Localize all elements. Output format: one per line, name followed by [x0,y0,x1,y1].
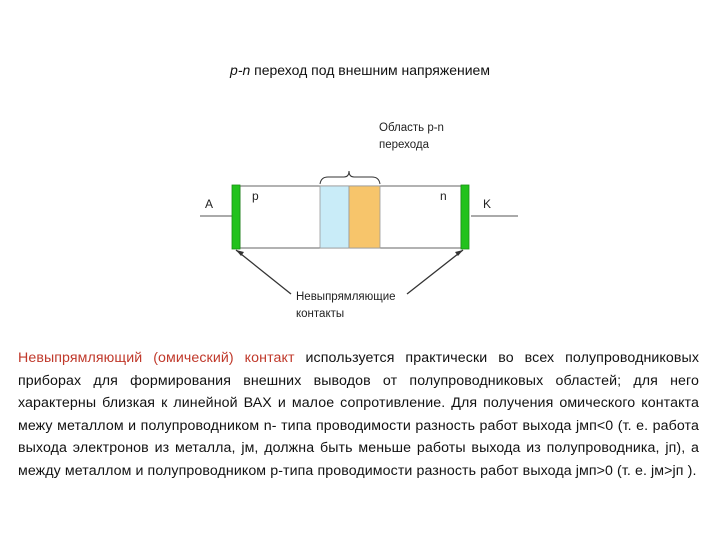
title-pn: p-n [230,62,251,78]
description-body: используется практически во всех полупроводниковых приборах для формирования внешних выводов от полупроводниковых областей; для него характерны близкая к линейной ВАХ и малое сопротивление. Для получения омического контакта межу металлом и полупроводником n- типа проводимости разность работ выхода jмп<0 (т. е. работа выхода электронов из металла, jм, должна быть меньше работы выхода из полупроводника, jп), а между металлом и полупроводником р-типа проводимости разность работ выхода jмп>0 (т. е. jм>jп ). [18,350,700,479]
n-depletion-region [349,186,380,248]
junction-brace [320,171,380,184]
region-label-p: p [252,189,259,203]
pointer-left-contact [236,250,291,294]
region-label-line1: Область p-n [379,122,444,134]
ohmic-contact-term: Невыпрямляющий (омический) контакт [18,350,295,366]
region-label-line2: перехода [379,139,430,151]
right-ohmic-contact [461,185,469,249]
title-rest: переход под внешним напряжением [250,62,490,78]
region-label-n: n [440,189,447,203]
description-paragraph [18,347,699,483]
terminal-label-k: K [483,197,492,211]
contacts-label-line2: контакты [296,308,345,320]
contacts-label-line1: Невыпрямляющие [296,291,396,303]
terminal-label-a: A [205,197,214,211]
p-depletion-region [320,186,349,248]
left-ohmic-contact [232,185,240,249]
pointer-right-contact [407,250,463,294]
